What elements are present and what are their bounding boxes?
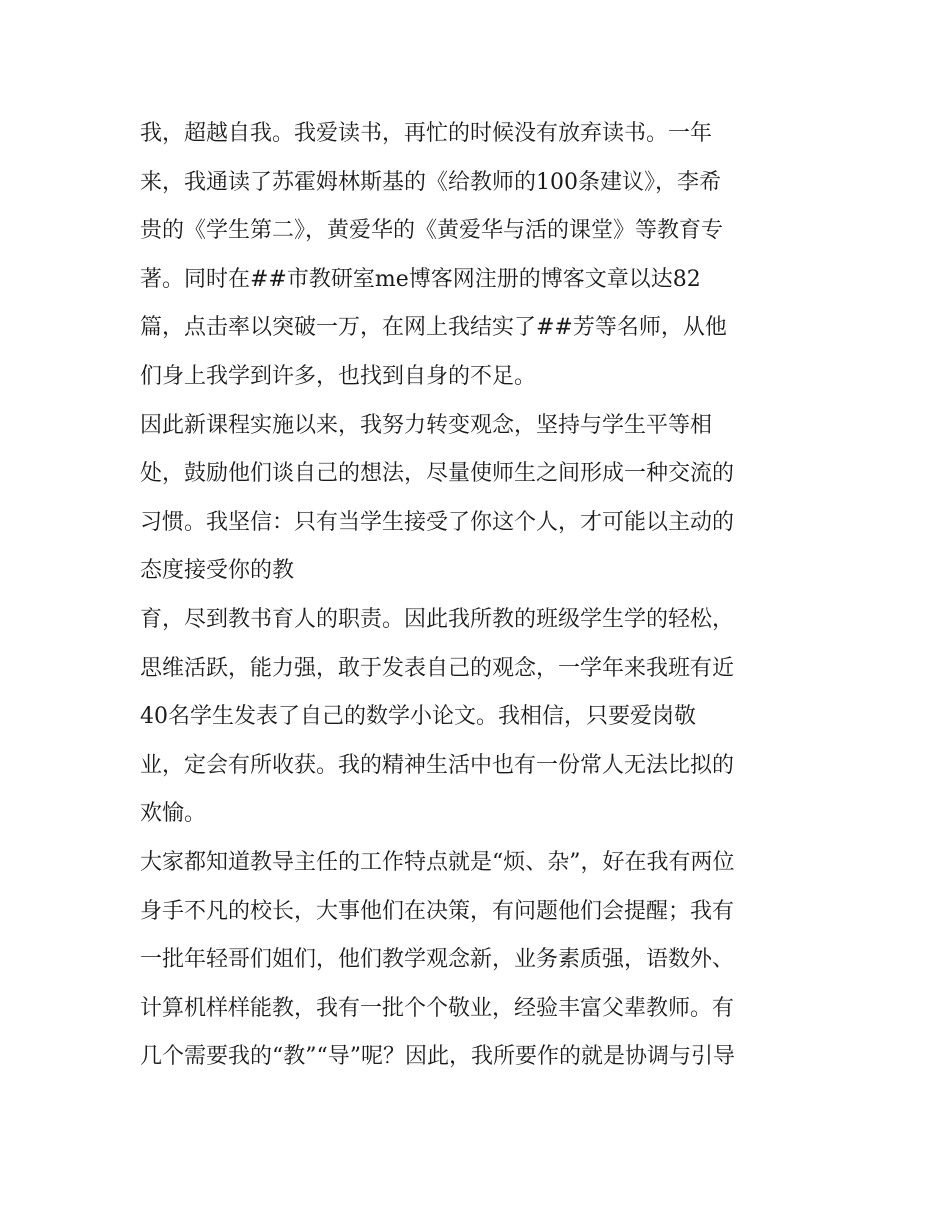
body-text: [140, 110, 820, 1082]
text-line: 篇，点击率以突破一万，在网上我结实了##芳等名师，从他: [140, 315, 727, 341]
text-line: 计算机样样能教，我有一批个个敬业，经验丰富父辈教师。有: [140, 995, 735, 1021]
text-line: 欢愉。: [140, 801, 207, 827]
text-line: 著。同时在##市教研室me博客网注册的博客文章以达82: [140, 266, 701, 292]
text-line: 业，定会有所收获。我的精神生活中也有一份常人无法比拟的: [140, 752, 735, 778]
text-line: 40名学生发表了自己的数学小论文。我相信，只要爱岗敬: [140, 704, 696, 730]
text-line: 因此新课程实施以来，我努力转变观念，坚持与学生平等相: [140, 412, 713, 438]
text-line: 处，鼓励他们谈自己的想法，尽量使师生之间形成一种交流的: [140, 461, 735, 487]
text-line: 育，尽到教书育人的职责。因此我所教的班级学生学的轻松，: [140, 606, 735, 632]
text-line: 几个需要我的“教”“导”呢？因此，我所要作的就是协调与引导: [140, 1044, 735, 1070]
text-line: 我，超越自我。我爱读书，再忙的时候没有放弃读书。一年: [140, 121, 713, 146]
text-line: 来，我通读了苏霍姆林斯基的《给教师的100条建议》，李希: [140, 169, 721, 195]
text-line: 习惯。我坚信：只有当学生接受了你这个人，才可能以主动的: [140, 509, 735, 535]
text-line: 身手不凡的校长，大事他们在决策，有问题他们会提醒；我有: [140, 898, 735, 924]
text-line: 一批年轻哥们姐们，他们教学观念新，业务素质强，语数外、: [140, 947, 735, 973]
text-line: 们身上我学到许多，也找到自身的不足。: [140, 363, 537, 389]
text-line: 思维活跃，能力强，敢于发表自己的观念，一学年来我班有近: [140, 655, 735, 681]
text-line: 大家都知道教导主任的工作特点就是“烦、杂”，好在我有两位: [140, 849, 735, 875]
text-line: 态度接受你的教: [140, 558, 295, 584]
text-line: 贵的《学生第二》，黄爱华的《黄爱华与活的课堂》等教育专: [140, 218, 724, 244]
